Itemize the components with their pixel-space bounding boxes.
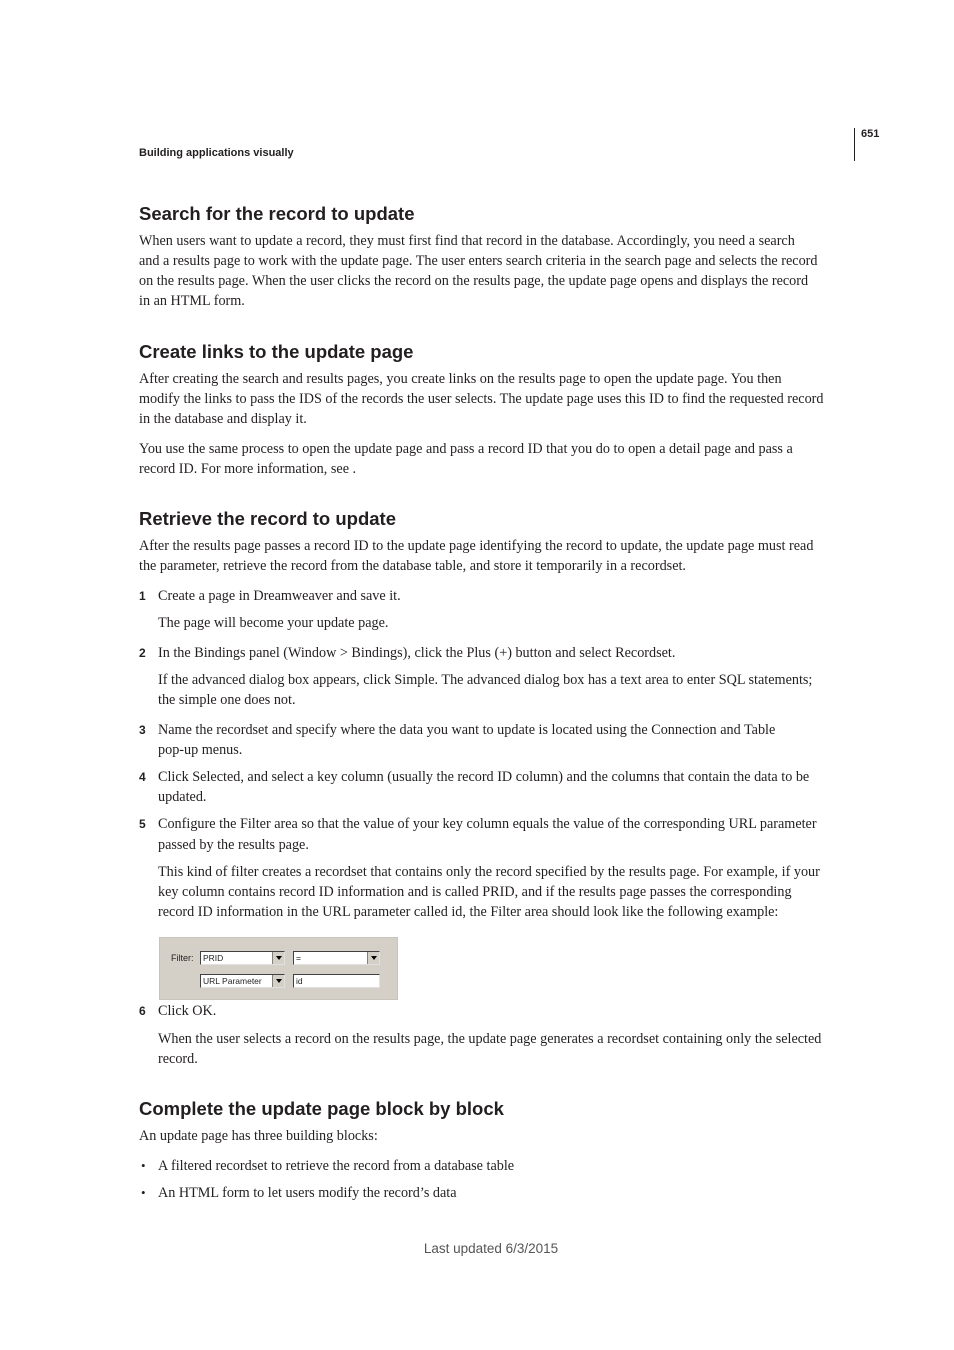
step-number: 2 — [139, 646, 146, 660]
bullet-icon: • — [141, 1158, 146, 1173]
paragraph-retrieve — [139, 536, 851, 576]
text-line: Configure the Filter area so that the value of your key column equals the value of the corresponding URL parameter — [158, 816, 817, 832]
text-line: record ID information in the URL parameter called id, the Filter area should look like the following example: — [158, 904, 779, 920]
text-line: in the database and display it. — [139, 411, 307, 427]
text-line: When users want to update a record, they must first find that record in the database. Accordingly, you need a search — [139, 233, 795, 249]
text-line: You use the same process to open the update page and pass a record ID that you do to open a detail page and pass a — [139, 441, 793, 457]
list-item: An HTML form to let users modify the record’s data — [158, 1185, 457, 1201]
text-line: Click OK. — [158, 1003, 217, 1019]
footer-last-updated: Last updated 6/3/2015 — [423, 1241, 559, 1256]
text-line: When the user selects a record on the results page, the update page generates a recordset containing only the selected — [158, 1031, 822, 1047]
text-line: on the results page. When the user clicks the record on the results page, the update page opens and displays the record — [139, 273, 809, 289]
chevron-down-icon[interactable] — [272, 952, 284, 964]
step-note — [158, 862, 852, 922]
header-divider — [854, 128, 855, 161]
heading-complete-update: Complete the update page block by block — [139, 1098, 504, 1119]
paragraph-search — [139, 231, 851, 311]
filter-operator-value: = — [296, 953, 301, 963]
step-number: 6 — [139, 1004, 146, 1018]
text-line: modify the links to pass the IDS of the records the user selects. The update page uses this ID to find the requested record — [139, 391, 824, 407]
text-line: passed by the results page. — [158, 837, 309, 853]
paragraph-complete — [139, 1126, 851, 1146]
step-text — [158, 720, 852, 760]
text-line: the simple one does not. — [158, 692, 296, 708]
text-line: record. — [158, 1051, 198, 1067]
step-note — [158, 1029, 852, 1069]
chevron-down-icon[interactable] — [272, 975, 284, 987]
text-line: key column contains record ID information and is called PRID, and if the results page passes the corresponding — [158, 884, 792, 900]
heading-create-links: Create links to the update page — [139, 341, 414, 362]
step-note — [158, 670, 852, 710]
text-line: and a results page to work with the update page. The user enters search criteria in the search page and selects the record — [139, 253, 818, 269]
running-head: Building applications visually — [139, 147, 294, 159]
text-line: Name the recordset and specify where the data you want to update is located using the Connection and Table — [158, 722, 776, 738]
paragraph-links-2 — [139, 439, 851, 479]
step-number: 4 — [139, 770, 146, 784]
text-line: The page will become your update page. — [158, 615, 389, 631]
step-text — [158, 814, 852, 855]
text-line: pop-up menus. — [158, 742, 243, 758]
step-text — [158, 1001, 852, 1021]
filter-param-input[interactable] — [293, 974, 380, 988]
page-number: 651 — [861, 128, 880, 140]
text-line: the parameter, retrieve the record from the database table, and store it temporarily in a recordset. — [139, 558, 686, 574]
text-line: If the advanced dialog box appears, click Simple. The advanced dialog box has a text area to enter SQL statements; — [158, 672, 813, 688]
text-line: In the Bindings panel (Window > Bindings), click the Plus (+) button and select Recordset. — [158, 645, 676, 661]
filter-column-select[interactable] — [200, 951, 285, 965]
step-text — [158, 586, 852, 606]
text-line: Click Selected, and select a key column (usually the record ID column) and the columns that contain the data to be — [158, 769, 810, 785]
text-line: After creating the search and results pages, you create links on the results page to open the update page. You then — [139, 371, 782, 387]
step-text — [158, 767, 852, 807]
filter-column-value: PRID — [203, 953, 224, 963]
filter-source-select[interactable] — [200, 974, 285, 988]
filter-param-value: id — [296, 976, 303, 986]
heading-retrieve-record: Retrieve the record to update — [139, 508, 397, 529]
text-line: Create a page in Dreamweaver and save it. — [158, 588, 401, 604]
text-line: This kind of filter creates a recordset that contains only the record specified by the results page. For example, if your — [158, 864, 820, 880]
heading-search-record: Search for the record to update — [139, 203, 415, 224]
step-number: 1 — [139, 589, 146, 603]
text-line: After the results page passes a record ID to the update page identifying the record to update, the update page must read — [139, 538, 814, 554]
step-note — [158, 613, 852, 633]
text-line: in an HTML form. — [139, 293, 245, 309]
filter-dialog-figure — [159, 937, 398, 1000]
step-text — [158, 643, 852, 663]
chevron-down-icon[interactable] — [367, 952, 379, 964]
bullet-icon: • — [141, 1185, 146, 1200]
step-number: 3 — [139, 723, 146, 737]
filter-label: Filter: — [171, 953, 194, 963]
paragraph-links-1 — [139, 369, 851, 429]
text-line: updated. — [158, 789, 207, 805]
filter-source-value: URL Parameter — [203, 976, 262, 986]
list-item: A filtered recordset to retrieve the record from a database table — [158, 1158, 515, 1174]
filter-operator-select[interactable] — [293, 951, 380, 965]
step-number: 5 — [139, 817, 146, 831]
text-line: An update page has three building blocks: — [139, 1128, 378, 1144]
text-line: record ID. For more information, see . — [139, 461, 357, 477]
